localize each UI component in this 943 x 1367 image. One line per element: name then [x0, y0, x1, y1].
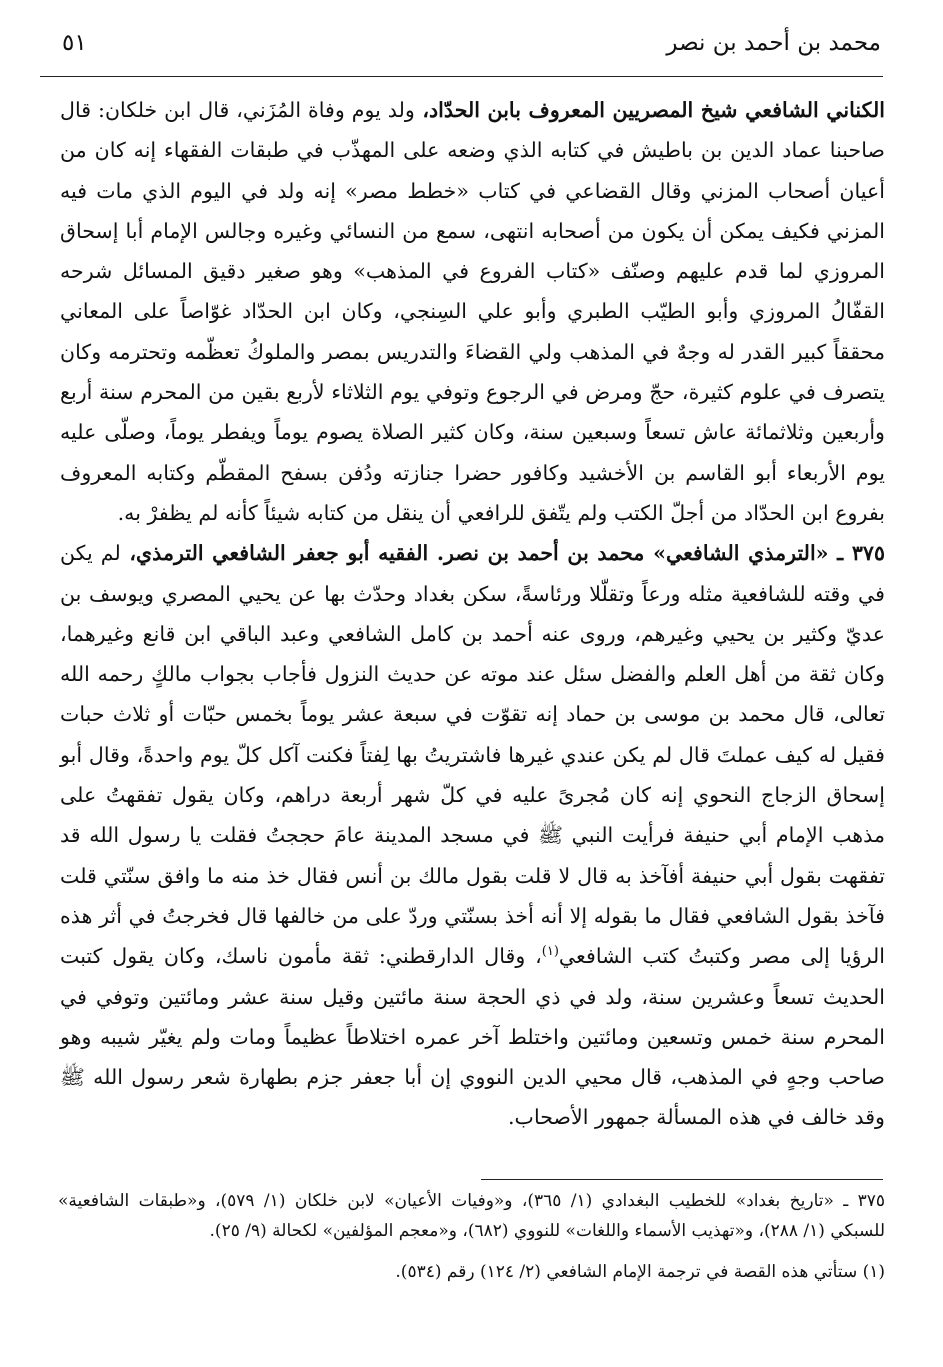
- paragraph-ibn-al-haddad: [60, 90, 885, 533]
- continued-entry-heading: الكناني الشافعي شيخ المصريين المعروف بابن الحدّاد،: [414, 98, 885, 122]
- main-text: [60, 90, 885, 1138]
- footnote-marker-1[interactable]: (١): [541, 944, 559, 960]
- footnotes: [58, 1186, 885, 1287]
- footnote-1: (١) ستأتي هذه القصة في ترجمة الإمام الشافعي (٢/ ١٢٤) رقم (٥٣٤).: [395, 1262, 885, 1282]
- running-title: محمد بن أحمد بن نصر: [666, 30, 881, 56]
- entry-375-heading: ٣٧٥ ـ «الترمذي الشافعي» محمد بن أحمد بن نصر. الفقيه أبو جعفر الشافعي الترمذي،: [120, 541, 886, 566]
- entry-375-body: لم يكن في وقته للشافعية مثله ورعاً وتقلّلا ورئاسةً، سكن بغداد وحدّث بها عن يحيي المصري ويوسف بن عديّ وكثير بن يحيي وغيرهم، وروى عنه أحمد بن كامل الشافعي وعبد الباقي ابن قانع وغيرهما، وكان ثقة من أهل العلم والفضل سئل عند موته عن حديث النزول فأجاب بجواب مالكٍ رحمه الله تعالى، قال محمد بن موسى بن حماد إنه تقوّت في سبعة عشر يوماً بخمس حبّات أو ثلاث حبات فقيل له كيف عملتَ قال لم يكن عندي غيرها فاشتريتُ بها لِفتاً فكنت آكل كلّ يوم واحدةً، وقال أبو إسحاق الزجاج النحوي إنه كان مُجرىً عليه في كلّ شهر أربعة دراهم، وكان يقول تفقهتُ على مذهب الإمام أبي حنيفة فرأيت النبي ﷺ في مسجد المدينة عامَ حججتُ فقلت يا رسول الله قد تفقهت بقول أبي حنيفة أفآخذ به قال لا قلت بقول مالك بن أنس فقال خذ منه ما وافق سنّتي قلت فآخذ بقول الشافعي فقال ما بقوله إلا أنه أخذ بسنّتي وردّ على من خالفها قال فخرجتُ في أثر هذه الرؤيا إلى مصر وكتبتُ كتب الشافعي: [60, 541, 885, 969]
- header-divider: [40, 76, 883, 77]
- paragraph-body: ولد يوم وفاة المُزَني، قال ابن خلكان: قال صاحبنا عماد الدين بن باطيش في كتابه الذي وضعه على المهذّب في طبقات الفقهاء إنه كان من أعيان أصحاب المزني وقال القضاعي في كتاب «خطط مصر» إنه ولد في اليوم الذي مات فيه المزني فكيف يمكن أن يكون من أصحابه انتهى، سمع من النسائي وغيره وجالس الإمام أبا إسحاق المروزي لما قدم عليهم وصنّف «كتاب الفروع في المذهب» وهو صغير دقيق المسائل شرحه القفّالُ المروزي وأبو الطيّب الطبري وأبو علي السِنجي، وكان ابن الحدّاد غوّاصاً على المعاني محققاً كبير القدر له وجهٌ في المذهب ولي القضاءَ والتدريس بمصر والملوكُ تعظّمه وتحترمه وكان يتصرف في علوم كثيرة، حجّ ومرض في الرجوع وتوفي يوم الثلاثاء لأربع بقين من المحرم سنة أربع وأربعين وثلاثمائة عاش تسعاً وسبعين سنة، وكان كثير الصلاة يصوم يوماً ويفطر يوماً، وصلّى عليه يوم الأربعاء أبو القاسم بن الأخشيد وكافور حضرا جنازته ودُفن بسفح المقطّم وكتابه المعروف بفروع ابن الحدّاد من أجلّ الكتب ولم يتّفق للرافعي أن ينقل من كتابه شيئاً كأنه لم يظفرْ به.: [60, 98, 885, 525]
- footnote-sources-375: ٣٧٥ ـ «تاريخ بغداد» للخطيب البغدادي (١/ ٣٦٥)، و«وفيات الأعيان» لابن خلكان (١/ ٥٧٩)، و«طبقات الشافعية» للسبكي (١/ ٢٨٨)، و«تهذيب الأسماء واللغات» للنووي (٦٨٢)، و«معجم المؤلفين» لكحالة (٩/ ٢٥).: [58, 1191, 886, 1241]
- footnote-divider: [481, 1179, 883, 1180]
- entry-375-body-continued: ، وقال الدارقطني: ثقة مأمون ناسك، وكان يقول كتبت الحديث تسعاً وعشرين سنة، ولد في ذي الحجة سنة مائتين وقيل سنة عشر ومائتين وتوفي في المحرم سنة خمس وتسعين ومائتين واختلط آخر عمره اختلاطاً عظيماً ومات ولم يغيّر شيبه وهو صاحب وجهٍ في المذهب، قال محيي الدين النووي إن أبا جعفر جزم بطهارة شعر رسول الله ﷺ وقد خالف في هذه المسألة جمهور الأصحاب.: [60, 944, 885, 1130]
- entry-375: [60, 533, 885, 1137]
- page-number: ٥١: [62, 30, 87, 56]
